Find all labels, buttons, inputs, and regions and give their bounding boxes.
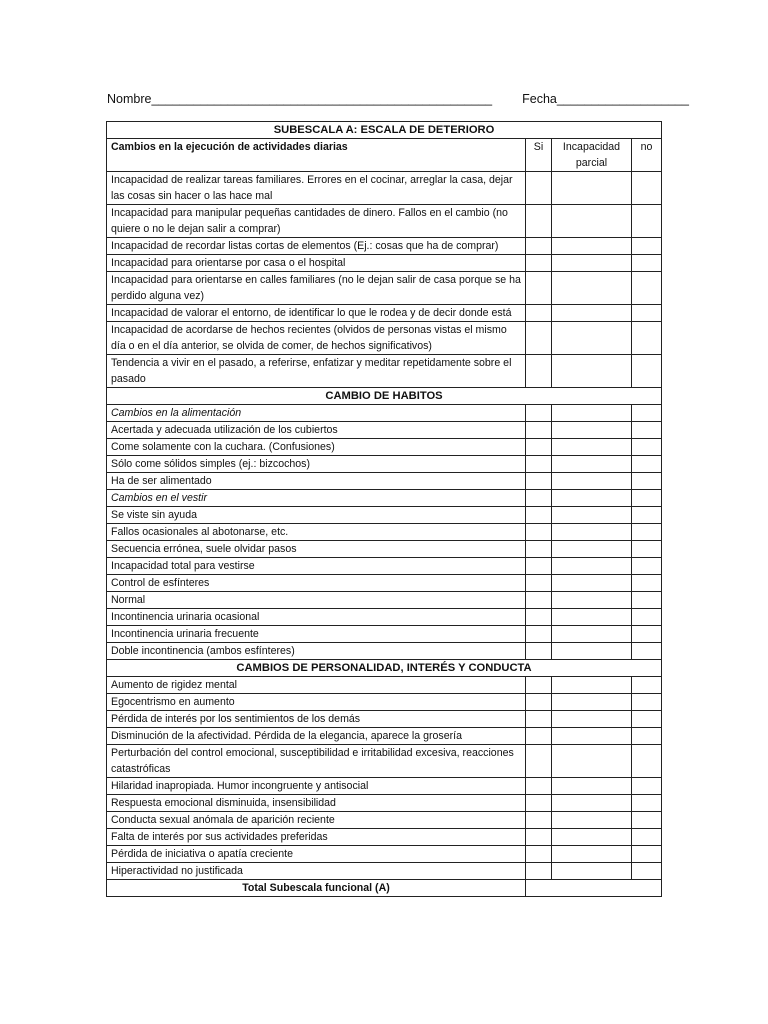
checkbox-cell-no[interactable] <box>632 694 662 711</box>
checkbox-cell-no[interactable] <box>632 745 662 778</box>
item-label: Acertada y adecuada utilización de los cubiertos <box>107 422 526 439</box>
subsection-row <box>107 405 662 422</box>
table-row <box>107 507 662 524</box>
table-row <box>107 172 662 205</box>
item-label: Conducta sexual anómala de aparición reciente <box>107 812 526 829</box>
total-label: Total Subescala funcional (A) <box>107 880 526 897</box>
checkbox-cell-parcial[interactable] <box>552 795 632 812</box>
table-row <box>107 558 662 575</box>
checkbox-cell-si[interactable] <box>526 205 552 238</box>
table-row <box>107 524 662 541</box>
checkbox-cell-no[interactable] <box>632 255 662 272</box>
table-row <box>107 694 662 711</box>
column-header-row <box>107 139 662 172</box>
item-label: Tendencia a vivir en el pasado, a referirse, enfatizar y meditar repetidamente sobre el pasado <box>107 355 526 388</box>
checkbox-cell-no[interactable] <box>632 592 662 609</box>
item-label: Incapacidad de valorar el entorno, de identificar lo que le rodea y de decir donde está <box>107 305 526 322</box>
table-row <box>107 238 662 255</box>
item-label: Ha de ser alimentado <box>107 473 526 490</box>
checkbox-cell-no[interactable] <box>632 272 662 305</box>
checkbox-cell-no[interactable] <box>632 490 662 507</box>
checkbox-cell-si[interactable] <box>526 456 552 473</box>
table-row <box>107 322 662 355</box>
checkbox-cell-no[interactable] <box>632 846 662 863</box>
checkbox-cell-no[interactable] <box>632 778 662 795</box>
table-row <box>107 795 662 812</box>
checkbox-cell-parcial[interactable] <box>552 694 632 711</box>
checkbox-cell-si[interactable] <box>526 592 552 609</box>
table-row <box>107 812 662 829</box>
item-label: Aumento de rigidez mental <box>107 677 526 694</box>
item-label: Cambios en la alimentación <box>107 405 526 422</box>
item-label: Doble incontinencia (ambos esfínteres) <box>107 643 526 660</box>
checkbox-cell-parcial[interactable] <box>552 728 632 745</box>
checkbox-cell-parcial[interactable] <box>552 575 632 592</box>
item-label: Incapacidad para manipular pequeñas cantidades de dinero. Fallos en el cambio (no quiere o no le dejan salir a comprar) <box>107 205 526 238</box>
checkbox-cell-parcial[interactable] <box>552 829 632 846</box>
checkbox-cell-no[interactable] <box>632 205 662 238</box>
checkbox-cell-si[interactable] <box>526 829 552 846</box>
item-label: Pérdida de iniciativa o apatía creciente <box>107 846 526 863</box>
item-label: Pérdida de interés por los sentimientos de los demás <box>107 711 526 728</box>
checkbox-cell-si[interactable] <box>526 355 552 388</box>
checkbox-cell-no[interactable] <box>632 541 662 558</box>
checkbox-cell-si[interactable] <box>526 238 552 255</box>
item-label: Hiperactividad no justificada <box>107 863 526 880</box>
item-label: Incapacidad total para vestirse <box>107 558 526 575</box>
checkbox-cell-parcial[interactable] <box>552 456 632 473</box>
subsection-row <box>107 490 662 507</box>
checkbox-cell-no[interactable] <box>632 439 662 456</box>
checkbox-cell-parcial[interactable] <box>552 863 632 880</box>
checkbox-cell-no[interactable] <box>632 405 662 422</box>
checkbox-cell-si[interactable] <box>526 745 552 778</box>
item-label: Incapacidad de realizar tareas familiares. Errores en el cocinar, arreglar la casa, dejar las cosas sin hacer o las hace mal <box>107 172 526 205</box>
checkbox-cell-si[interactable] <box>526 778 552 795</box>
item-label: Control de esfínteres <box>107 575 526 592</box>
checkbox-cell-si[interactable] <box>526 305 552 322</box>
item-label: Perturbación del control emocional, susceptibilidad e irritabilidad excesiva, reacciones catastróficas <box>107 745 526 778</box>
deterioro-table <box>106 121 662 897</box>
checkbox-cell-si[interactable] <box>526 405 552 422</box>
checkbox-cell-parcial[interactable] <box>552 677 632 694</box>
checkbox-cell-si[interactable] <box>526 677 552 694</box>
fecha-field[interactable]: Fecha___________________ <box>522 92 689 106</box>
table-row <box>107 473 662 490</box>
checkbox-cell-parcial[interactable] <box>552 272 632 305</box>
table-row <box>107 456 662 473</box>
section-header: CAMBIOS DE PERSONALIDAD, INTERÉS Y CONDUCTA <box>107 660 662 677</box>
checkbox-cell-no[interactable] <box>632 812 662 829</box>
item-label: Sólo come sólidos simples (ej.: bizcochos) <box>107 456 526 473</box>
table-title: SUBESCALA A: ESCALA DE DETERIORO <box>107 122 662 139</box>
column-header-activities: Cambios en la ejecución de actividades diarias <box>107 139 526 172</box>
section-header-row <box>107 388 662 405</box>
nombre-field[interactable]: Nombre_________________________________________________ <box>107 92 493 106</box>
table-row <box>107 439 662 456</box>
total-value-cell[interactable] <box>526 880 662 897</box>
checkbox-cell-parcial[interactable] <box>552 745 632 778</box>
checkbox-cell-si[interactable] <box>526 541 552 558</box>
item-label: Incapacidad de recordar listas cortas de elementos (Ej.: cosas que ha de comprar) <box>107 238 526 255</box>
checkbox-cell-no[interactable] <box>632 609 662 626</box>
checkbox-cell-si[interactable] <box>526 507 552 524</box>
item-label: Normal <box>107 592 526 609</box>
checkbox-cell-si[interactable] <box>526 812 552 829</box>
form-header <box>107 92 689 106</box>
table-row <box>107 575 662 592</box>
table-row <box>107 728 662 745</box>
item-label: Se viste sin ayuda <box>107 507 526 524</box>
checkbox-cell-parcial[interactable] <box>552 322 632 355</box>
checkbox-cell-parcial[interactable] <box>552 439 632 456</box>
table-row <box>107 355 662 388</box>
table-row <box>107 846 662 863</box>
checkbox-cell-no[interactable] <box>632 575 662 592</box>
checkbox-cell-no[interactable] <box>632 728 662 745</box>
checkbox-cell-si[interactable] <box>526 473 552 490</box>
table-row <box>107 205 662 238</box>
checkbox-cell-no[interactable] <box>632 643 662 660</box>
item-label: Incontinencia urinaria ocasional <box>107 609 526 626</box>
checkbox-cell-parcial[interactable] <box>552 558 632 575</box>
checkbox-cell-si[interactable] <box>526 795 552 812</box>
total-row <box>107 880 662 897</box>
checkbox-cell-si[interactable] <box>526 558 552 575</box>
item-label: Incapacidad de acordarse de hechos recientes (olvidos de personas vistas el mismo día o en el día anterior, se olvida de comer, de hechos significativos) <box>107 322 526 355</box>
section-header: CAMBIO DE HABITOS <box>107 388 662 405</box>
checkbox-cell-parcial[interactable] <box>552 812 632 829</box>
item-label: Respuesta emocional disminuida, insensibilidad <box>107 795 526 812</box>
checkbox-cell-parcial[interactable] <box>552 541 632 558</box>
item-label: Secuencia errónea, suele olvidar pasos <box>107 541 526 558</box>
item-label: Falta de interés por sus actividades preferidas <box>107 829 526 846</box>
table-row <box>107 829 662 846</box>
checkbox-cell-parcial[interactable] <box>552 255 632 272</box>
checkbox-cell-no[interactable] <box>632 355 662 388</box>
checkbox-cell-si[interactable] <box>526 255 552 272</box>
checkbox-cell-no[interactable] <box>632 456 662 473</box>
checkbox-cell-si[interactable] <box>526 422 552 439</box>
checkbox-cell-no[interactable] <box>632 172 662 205</box>
item-label: Incontinencia urinaria frecuente <box>107 626 526 643</box>
table-row <box>107 643 662 660</box>
column-header-parcial: Incapacidad parcial <box>552 139 632 172</box>
checkbox-cell-parcial[interactable] <box>552 205 632 238</box>
checkbox-cell-parcial[interactable] <box>552 238 632 255</box>
table-row <box>107 609 662 626</box>
checkbox-cell-no[interactable] <box>632 524 662 541</box>
checkbox-cell-si[interactable] <box>526 609 552 626</box>
checkbox-cell-no[interactable] <box>632 677 662 694</box>
checkbox-cell-si[interactable] <box>526 728 552 745</box>
checkbox-cell-parcial[interactable] <box>552 626 632 643</box>
checkbox-cell-si[interactable] <box>526 172 552 205</box>
column-header-si: Si <box>526 139 552 172</box>
checkbox-cell-no[interactable] <box>632 558 662 575</box>
table-row <box>107 863 662 880</box>
checkbox-cell-parcial[interactable] <box>552 846 632 863</box>
item-label: Come solamente con la cuchara. (Confusiones) <box>107 439 526 456</box>
checkbox-cell-parcial[interactable] <box>552 778 632 795</box>
checkbox-cell-parcial[interactable] <box>552 524 632 541</box>
item-label: Disminución de la afectividad. Pérdida de la elegancia, aparece la grosería <box>107 728 526 745</box>
table-row <box>107 272 662 305</box>
checkbox-cell-si[interactable] <box>526 711 552 728</box>
checkbox-cell-no[interactable] <box>632 507 662 524</box>
item-label: Cambios en el vestir <box>107 490 526 507</box>
item-label: Incapacidad para orientarse en calles familiares (no le dejan salir de casa porque se ha perdido alguna vez) <box>107 272 526 305</box>
checkbox-cell-parcial[interactable] <box>552 405 632 422</box>
table-title-row <box>107 122 662 139</box>
section-header-row <box>107 660 662 677</box>
item-label: Hilaridad inapropiada. Humor incongruente y antisocial <box>107 778 526 795</box>
table-row <box>107 541 662 558</box>
checkbox-cell-si[interactable] <box>526 439 552 456</box>
checkbox-cell-no[interactable] <box>632 322 662 355</box>
checkbox-cell-parcial[interactable] <box>552 305 632 322</box>
table-row <box>107 422 662 439</box>
table-row <box>107 677 662 694</box>
table-row <box>107 305 662 322</box>
checkbox-cell-si[interactable] <box>526 626 552 643</box>
checkbox-cell-parcial[interactable] <box>552 592 632 609</box>
checkbox-cell-si[interactable] <box>526 643 552 660</box>
table-row <box>107 711 662 728</box>
checkbox-cell-parcial[interactable] <box>552 473 632 490</box>
checkbox-cell-no[interactable] <box>632 795 662 812</box>
checkbox-cell-no[interactable] <box>632 422 662 439</box>
checkbox-cell-parcial[interactable] <box>552 422 632 439</box>
item-label: Incapacidad para orientarse por casa o el hospital <box>107 255 526 272</box>
checkbox-cell-si[interactable] <box>526 490 552 507</box>
checkbox-cell-no[interactable] <box>632 238 662 255</box>
item-label: Egocentrismo en aumento <box>107 694 526 711</box>
checkbox-cell-no[interactable] <box>632 863 662 880</box>
table-row <box>107 745 662 778</box>
checkbox-cell-parcial[interactable] <box>552 711 632 728</box>
checkbox-cell-no[interactable] <box>632 626 662 643</box>
checkbox-cell-si[interactable] <box>526 272 552 305</box>
table-row <box>107 626 662 643</box>
checkbox-cell-parcial[interactable] <box>552 643 632 660</box>
checkbox-cell-no[interactable] <box>632 473 662 490</box>
checkbox-cell-si[interactable] <box>526 846 552 863</box>
table-row <box>107 255 662 272</box>
checkbox-cell-no[interactable] <box>632 305 662 322</box>
checkbox-cell-parcial[interactable] <box>552 490 632 507</box>
checkbox-cell-no[interactable] <box>632 829 662 846</box>
item-label: Fallos ocasionales al abotonarse, etc. <box>107 524 526 541</box>
checkbox-cell-si[interactable] <box>526 322 552 355</box>
checkbox-cell-parcial[interactable] <box>552 355 632 388</box>
table-row <box>107 778 662 795</box>
checkbox-cell-parcial[interactable] <box>552 172 632 205</box>
checkbox-cell-parcial[interactable] <box>552 609 632 626</box>
checkbox-cell-si[interactable] <box>526 575 552 592</box>
table-row <box>107 592 662 609</box>
checkbox-cell-si[interactable] <box>526 524 552 541</box>
checkbox-cell-no[interactable] <box>632 711 662 728</box>
checkbox-cell-parcial[interactable] <box>552 507 632 524</box>
column-header-no: no <box>632 139 662 172</box>
checkbox-cell-si[interactable] <box>526 694 552 711</box>
checkbox-cell-si[interactable] <box>526 863 552 880</box>
